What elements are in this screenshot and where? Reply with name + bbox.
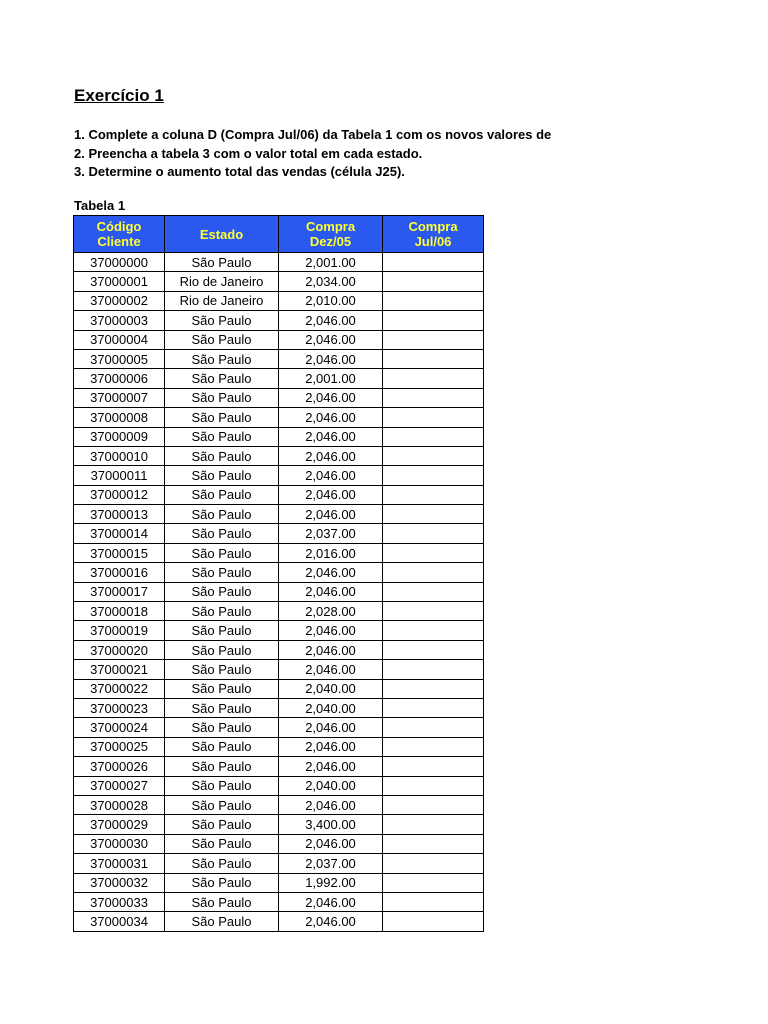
instruction-2: 2. Preencha a tabela 3 com o valor total em cada estado. [74, 145, 423, 161]
table-row [74, 621, 484, 640]
cell-compra-jul06[interactable] [383, 291, 484, 310]
cell-codigo-cliente: 37000006 [74, 369, 165, 388]
cell-compra-dez05: 2,040.00 [279, 776, 383, 795]
cell-compra-jul06[interactable] [383, 679, 484, 698]
cell-codigo-cliente: 37000034 [74, 912, 165, 931]
cell-codigo-cliente: 37000008 [74, 408, 165, 427]
table-row [74, 873, 484, 892]
cell-compra-dez05: 2,046.00 [279, 795, 383, 814]
cell-compra-jul06[interactable] [383, 834, 484, 853]
cell-compra-dez05: 2,040.00 [279, 679, 383, 698]
cell-compra-jul06[interactable] [383, 253, 484, 272]
cell-estado: São Paulo [165, 679, 279, 698]
cell-compra-dez05: 2,046.00 [279, 621, 383, 640]
cell-compra-jul06[interactable] [383, 408, 484, 427]
cell-codigo-cliente: 37000024 [74, 718, 165, 737]
cell-estado: São Paulo [165, 873, 279, 892]
cell-estado: São Paulo [165, 446, 279, 465]
cell-codigo-cliente: 37000014 [74, 524, 165, 543]
page-title: Exercício 1 [74, 86, 164, 105]
cell-estado: São Paulo [165, 834, 279, 853]
cell-estado: São Paulo [165, 466, 279, 485]
cell-compra-dez05: 2,046.00 [279, 485, 383, 504]
cell-compra-dez05: 1,992.00 [279, 873, 383, 892]
cell-compra-jul06[interactable] [383, 621, 484, 640]
table-row [74, 349, 484, 368]
table-row [74, 388, 484, 407]
cell-estado: São Paulo [165, 602, 279, 621]
table-label: Tabela 1 [74, 198, 126, 213]
cell-codigo-cliente: 37000012 [74, 485, 165, 504]
cell-codigo-cliente: 37000019 [74, 621, 165, 640]
cell-codigo-cliente: 37000030 [74, 834, 165, 853]
cell-compra-jul06[interactable] [383, 776, 484, 795]
cell-compra-jul06[interactable] [383, 873, 484, 892]
cell-codigo-cliente: 37000001 [74, 272, 165, 291]
instructions-list [74, 126, 604, 182]
cell-compra-jul06[interactable] [383, 272, 484, 291]
cell-codigo-cliente: 37000031 [74, 854, 165, 873]
cell-codigo-cliente: 37000022 [74, 679, 165, 698]
table-body [74, 253, 484, 932]
cell-compra-dez05: 2,001.00 [279, 369, 383, 388]
table-row [74, 795, 484, 814]
table-row [74, 892, 484, 911]
header-codigo-cliente: Código Cliente [74, 216, 165, 253]
cell-compra-dez05: 2,001.00 [279, 253, 383, 272]
cell-codigo-cliente: 37000015 [74, 543, 165, 562]
cell-codigo-cliente: 37000032 [74, 873, 165, 892]
table-row [74, 834, 484, 853]
cell-compra-dez05: 2,046.00 [279, 563, 383, 582]
cell-compra-dez05: 2,046.00 [279, 912, 383, 931]
cell-estado: São Paulo [165, 660, 279, 679]
cell-estado: São Paulo [165, 563, 279, 582]
cell-estado: São Paulo [165, 543, 279, 562]
cell-compra-jul06[interactable] [383, 602, 484, 621]
table-row [74, 854, 484, 873]
cell-compra-jul06[interactable] [383, 854, 484, 873]
cell-estado: São Paulo [165, 369, 279, 388]
table-row [74, 718, 484, 737]
cell-compra-dez05: 2,046.00 [279, 640, 383, 659]
cell-compra-jul06[interactable] [383, 330, 484, 349]
table-row [74, 757, 484, 776]
cell-compra-dez05: 2,046.00 [279, 505, 383, 524]
table-row [74, 330, 484, 349]
table-row [74, 427, 484, 446]
table-row [74, 815, 484, 834]
cell-estado: São Paulo [165, 311, 279, 330]
cell-compra-jul06[interactable] [383, 815, 484, 834]
instruction-1: 1. Complete a coluna D (Compra Jul/06) da Tabela 1 com os novos valores de [74, 127, 552, 142]
cell-codigo-cliente: 37000009 [74, 427, 165, 446]
cell-codigo-cliente: 37000016 [74, 563, 165, 582]
table-row [74, 291, 484, 310]
cell-codigo-cliente: 37000020 [74, 640, 165, 659]
cell-estado: São Paulo [165, 698, 279, 717]
cell-compra-jul06[interactable] [383, 582, 484, 601]
table-row [74, 660, 484, 679]
cell-compra-dez05: 2,046.00 [279, 737, 383, 756]
header-compra-dez05: Compra Dez/05 [279, 216, 383, 253]
cell-codigo-cliente: 37000027 [74, 776, 165, 795]
cell-estado: Rio de Janeiro [165, 291, 279, 310]
cell-compra-dez05: 2,046.00 [279, 311, 383, 330]
cell-compra-dez05: 2,046.00 [279, 427, 383, 446]
table-row [74, 311, 484, 330]
cell-codigo-cliente: 37000010 [74, 446, 165, 465]
table-header-row [74, 216, 484, 253]
cell-estado: São Paulo [165, 408, 279, 427]
cell-compra-jul06[interactable] [383, 660, 484, 679]
table-row [74, 912, 484, 931]
cell-compra-jul06[interactable] [383, 737, 484, 756]
cell-compra-jul06[interactable] [383, 466, 484, 485]
cell-estado: São Paulo [165, 427, 279, 446]
cell-compra-dez05: 2,046.00 [279, 446, 383, 465]
cell-estado: São Paulo [165, 757, 279, 776]
cell-estado: São Paulo [165, 621, 279, 640]
cell-compra-jul06[interactable] [383, 388, 484, 407]
cell-codigo-cliente: 37000029 [74, 815, 165, 834]
cell-estado: São Paulo [165, 640, 279, 659]
cell-estado: São Paulo [165, 582, 279, 601]
cell-estado: São Paulo [165, 776, 279, 795]
cell-estado: São Paulo [165, 815, 279, 834]
cell-estado: São Paulo [165, 737, 279, 756]
cell-compra-jul06[interactable] [383, 369, 484, 388]
cell-estado: São Paulo [165, 330, 279, 349]
cell-codigo-cliente: 37000033 [74, 892, 165, 911]
cell-codigo-cliente: 37000018 [74, 602, 165, 621]
cell-estado: São Paulo [165, 505, 279, 524]
cell-compra-jul06[interactable] [383, 524, 484, 543]
header-compra-jul06: Compra Jul/06 [383, 216, 484, 253]
cell-codigo-cliente: 37000004 [74, 330, 165, 349]
cell-estado: Rio de Janeiro [165, 272, 279, 291]
cell-codigo-cliente: 37000026 [74, 757, 165, 776]
cell-codigo-cliente: 37000011 [74, 466, 165, 485]
cell-compra-jul06[interactable] [383, 563, 484, 582]
cell-compra-dez05: 2,046.00 [279, 757, 383, 776]
cell-compra-dez05: 2,037.00 [279, 854, 383, 873]
table-row [74, 640, 484, 659]
cell-compra-dez05: 2,010.00 [279, 291, 383, 310]
cell-codigo-cliente: 37000013 [74, 505, 165, 524]
table-row [74, 466, 484, 485]
cell-compra-dez05: 2,046.00 [279, 330, 383, 349]
table-row [74, 698, 484, 717]
cell-codigo-cliente: 37000017 [74, 582, 165, 601]
cell-compra-dez05: 2,037.00 [279, 524, 383, 543]
table-row [74, 602, 484, 621]
cell-estado: São Paulo [165, 349, 279, 368]
cell-compra-dez05: 2,046.00 [279, 466, 383, 485]
cell-compra-jul06[interactable] [383, 892, 484, 911]
cell-codigo-cliente: 37000023 [74, 698, 165, 717]
cell-compra-dez05: 2,016.00 [279, 543, 383, 562]
cell-compra-dez05: 2,046.00 [279, 408, 383, 427]
cell-estado: São Paulo [165, 718, 279, 737]
cell-codigo-cliente: 37000028 [74, 795, 165, 814]
table-row [74, 582, 484, 601]
table-row [74, 737, 484, 756]
cell-compra-dez05: 2,046.00 [279, 582, 383, 601]
data-table-1 [73, 215, 484, 932]
cell-compra-jul06[interactable] [383, 698, 484, 717]
cell-codigo-cliente: 37000000 [74, 253, 165, 272]
cell-codigo-cliente: 37000003 [74, 311, 165, 330]
cell-compra-dez05: 2,046.00 [279, 718, 383, 737]
cell-compra-jul06[interactable] [383, 640, 484, 659]
header-estado: Estado [165, 216, 279, 253]
cell-compra-dez05: 2,046.00 [279, 834, 383, 853]
table-row [74, 679, 484, 698]
cell-compra-jul06[interactable] [383, 485, 484, 504]
table-row [74, 563, 484, 582]
cell-estado: São Paulo [165, 795, 279, 814]
table-row [74, 485, 484, 504]
cell-compra-jul06[interactable] [383, 349, 484, 368]
instruction-3: 3. Determine o aumento total das vendas (célula J25). [74, 164, 405, 179]
table-row [74, 369, 484, 388]
cell-codigo-cliente: 37000002 [74, 291, 165, 310]
table-row [74, 524, 484, 543]
cell-codigo-cliente: 37000025 [74, 737, 165, 756]
cell-compra-jul06[interactable] [383, 543, 484, 562]
table-row [74, 408, 484, 427]
cell-compra-dez05: 2,046.00 [279, 388, 383, 407]
cell-estado: São Paulo [165, 253, 279, 272]
cell-estado: São Paulo [165, 524, 279, 543]
table-row [74, 543, 484, 562]
table-row [74, 505, 484, 524]
cell-codigo-cliente: 37000005 [74, 349, 165, 368]
table-row [74, 446, 484, 465]
cell-estado: São Paulo [165, 912, 279, 931]
table-row [74, 253, 484, 272]
cell-compra-dez05: 2,028.00 [279, 602, 383, 621]
cell-estado: São Paulo [165, 485, 279, 504]
cell-compra-dez05: 2,046.00 [279, 349, 383, 368]
cell-compra-dez05: 2,046.00 [279, 892, 383, 911]
table-row [74, 272, 484, 291]
cell-compra-jul06[interactable] [383, 505, 484, 524]
cell-compra-dez05: 2,046.00 [279, 660, 383, 679]
cell-estado: São Paulo [165, 892, 279, 911]
cell-compra-jul06[interactable] [383, 795, 484, 814]
cell-codigo-cliente: 37000007 [74, 388, 165, 407]
cell-estado: São Paulo [165, 854, 279, 873]
cell-compra-dez05: 3,400.00 [279, 815, 383, 834]
cell-compra-jul06[interactable] [383, 311, 484, 330]
cell-estado: São Paulo [165, 388, 279, 407]
cell-compra-jul06[interactable] [383, 446, 484, 465]
cell-compra-jul06[interactable] [383, 912, 484, 931]
cell-compra-jul06[interactable] [383, 427, 484, 446]
cell-codigo-cliente: 37000021 [74, 660, 165, 679]
cell-compra-dez05: 2,040.00 [279, 698, 383, 717]
cell-compra-dez05: 2,034.00 [279, 272, 383, 291]
cell-compra-jul06[interactable] [383, 757, 484, 776]
table-row [74, 776, 484, 795]
cell-compra-jul06[interactable] [383, 718, 484, 737]
